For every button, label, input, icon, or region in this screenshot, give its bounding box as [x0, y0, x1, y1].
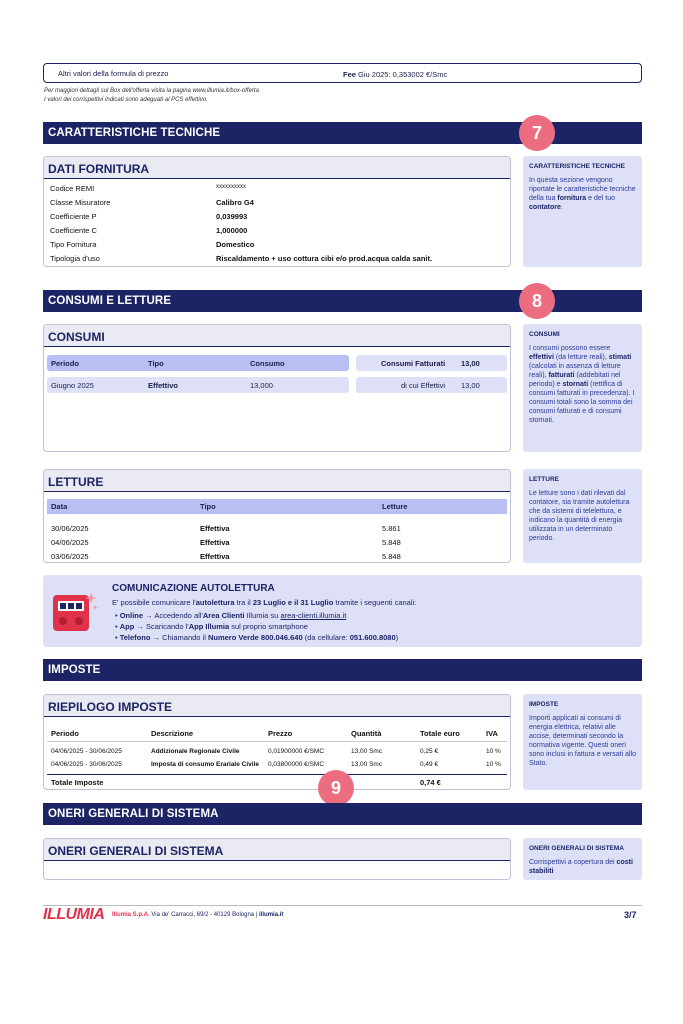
section-band-imposte: IMPOSTE [43, 659, 642, 681]
section-band-consumi: CONSUMI E LETTURE [43, 290, 642, 312]
fornitura-label: Coefficiente C [50, 226, 97, 235]
fornitura-label: Tipo Fornitura [50, 240, 97, 249]
autolettura-box [43, 575, 642, 647]
imposte-header: Periodo Descrizione Prezzo Quantità Totale euro IVA [47, 726, 507, 742]
imposte-cell-totale: 0,49 € [420, 761, 439, 768]
side-note-imposte: IMPOSTE Importi applicati ai consumi di energia elettrica, relativi alle accise, determinati secondo la normativa vigente. Questi oneri sono inclusi in fattura e versati allo Stato. [523, 694, 642, 790]
imposte-row [47, 745, 507, 759]
footer-divider [43, 905, 642, 906]
imposte-cell-prezzo: 0,03800000 €/SMC [268, 761, 325, 768]
letture-cell-lettura: 5.848 [382, 552, 401, 561]
fornitura-label: Coefficiente P [50, 212, 97, 221]
illumia-logo: ILLUMIA [43, 906, 105, 923]
offer-note: Per maggiori dettagli sul Box dell'offerta visita la pagina www.illumia.it/box-offerta I valori dei corrispettivi indicati sono adeguati al PCS effettivo. [44, 88, 259, 103]
fornitura-value: Calibro G4 [216, 198, 254, 207]
fornitura-value: 1,000000 [216, 226, 248, 235]
page-number: 3/7 [624, 910, 637, 920]
letture-cell-data: 04/06/2025 [51, 538, 89, 547]
card-title: ONERI GENERALI DI SISTEMA [44, 839, 510, 861]
fornitura-label: Codice REMI [50, 184, 95, 193]
letture-cell-tipo: Effettiva [200, 552, 230, 561]
site-link[interactable]: illumia.it [259, 912, 284, 918]
consumi-fatturati: Consumi Fatturati 13,00 [356, 355, 507, 371]
imposte-row [47, 758, 507, 772]
card-dati-fornitura [43, 156, 511, 267]
area-clienti-link[interactable]: area-clienti.illumia.it [280, 611, 347, 620]
letture-cell-data: 30/06/2025 [51, 524, 89, 533]
imposte-cell-periodo: 04/06/2025 - 30/06/2025 [51, 748, 122, 755]
letture-cell-data: 03/06/2025 [51, 552, 89, 561]
letture-row [47, 549, 507, 563]
section-badge-9: 9 [318, 770, 354, 806]
consumi-header: Periodo Tipo Consumo [47, 355, 349, 371]
imposte-cell-descrizione: Imposta di consumo Erariale Civile [151, 761, 260, 768]
imposte-cell-quantita: 13,00 Smc [351, 748, 383, 755]
fee-label: Altri valori della formula di prezzo [58, 69, 169, 78]
card-title: LETTURE [44, 470, 510, 492]
imposte-cell-totale: 0,25 € [420, 748, 439, 755]
section-band-oneri: ONERI GENERALI DI SISTEMA [43, 803, 642, 825]
fornitura-value: Riscaldamento + uso cottura cibi e/o prod.acqua calda sanit. [216, 254, 433, 263]
meter-icon [51, 587, 101, 637]
side-note-letture: LETTURE Le letture sono i dati rilevati dal contatore, sia tramite autolettura che da sistemi di telelettura, e indicano la quantità di energia utilizzata in un determinato periodo. [523, 469, 642, 563]
side-note-consumi: CONSUMI I consumi possono essere effettivi (da letture reali), stimati (calcolati in assenza di letture reali), fatturati (addebitati nel periodo) e stornati (rettifica di consumi fatturati in precedenza). I consumi totali sono la somma dei consumi fatturati e di consumi stornati. [523, 324, 642, 452]
fornitura-value: xxxxxxxxxx [216, 184, 246, 190]
letture-cell-tipo: Effettiva [200, 538, 230, 547]
fornitura-value: 0,039993 [216, 212, 248, 221]
fee-value: Fee Giu 2025: 0,353002 €/Smc [343, 70, 448, 79]
card-title: DATI FORNITURA [44, 157, 510, 179]
imposte-cell-iva: 10 % [486, 748, 501, 755]
card-letture [43, 469, 511, 563]
imposte-cell-descrizione: Addizionale Regionale Civile [151, 748, 240, 755]
side-note-oneri: ONERI GENERALI DI SISTEMA Corrispettivi a copertura dei costi stabiliti [523, 838, 642, 880]
card-oneri [43, 838, 511, 880]
imposte-total: Totale Imposte 0,74 € [47, 774, 507, 788]
letture-header: Data Tipo Letture [47, 499, 507, 514]
letture-cell-lettura: 5.861 [382, 524, 401, 533]
card-title: RIEPILOGO IMPOSTE [44, 695, 510, 717]
imposte-cell-periodo: 04/06/2025 - 30/06/2025 [51, 761, 122, 768]
card-consumi [43, 324, 511, 452]
section-badge-8: 8 [519, 283, 555, 319]
fornitura-label: Classe Misuratore [50, 198, 111, 207]
letture-row [47, 535, 507, 549]
fornitura-label: Tipologia d'uso [50, 254, 100, 263]
imposte-cell-iva: 10 % [486, 761, 501, 768]
channel-telefono: • Telefono → Chiamando il Numero Verde 800.046.640 (da cellulare: 051.600.8080) [115, 633, 399, 642]
card-title: CONSUMI [44, 325, 510, 347]
autolettura-intro: E' possibile comunicare l'autolettura tra il 23 Luglio e il 31 Luglio tramite i seguenti canali: [112, 598, 417, 607]
letture-cell-lettura: 5.848 [382, 538, 401, 547]
channel-online: • Online → Accedendo all'Area Clienti Illumia su area-clienti.illumia.it [115, 611, 347, 620]
consumi-effettivi: di cui Effettivi 13,00 [356, 377, 507, 393]
section-badge-7: 7 [519, 115, 555, 151]
channel-app: • App → Scaricando l'App Illumia sul proprio smartphone [115, 622, 308, 631]
letture-cell-tipo: Effettiva [200, 524, 230, 533]
imposte-cell-quantita: 13,00 Smc [351, 761, 383, 768]
section-band-caratteristiche: CARATTERISTICHE TECNICHE [43, 122, 642, 144]
fee-box [43, 63, 642, 83]
imposte-cell-prezzo: 0,01900000 €/SMC [268, 748, 325, 755]
side-note-caratteristiche: CARATTERISTICHE TECNICHE In questa sezione vengono riportate le caratteristiche tecniche della tua fornitura e del tuo contatore. [523, 156, 642, 267]
fornitura-value: Domestico [216, 240, 255, 249]
card-imposte [43, 694, 511, 790]
company-info: Illumia S.p.A. Via de' Carracci, 69/2 - 40129 Bologna | illumia.it [112, 912, 284, 918]
consumi-row: Giugno 2025 Effettivo 13,000 [47, 377, 349, 393]
letture-row [47, 521, 507, 535]
autolettura-title: COMUNICAZIONE AUTOLETTURA [112, 583, 275, 594]
